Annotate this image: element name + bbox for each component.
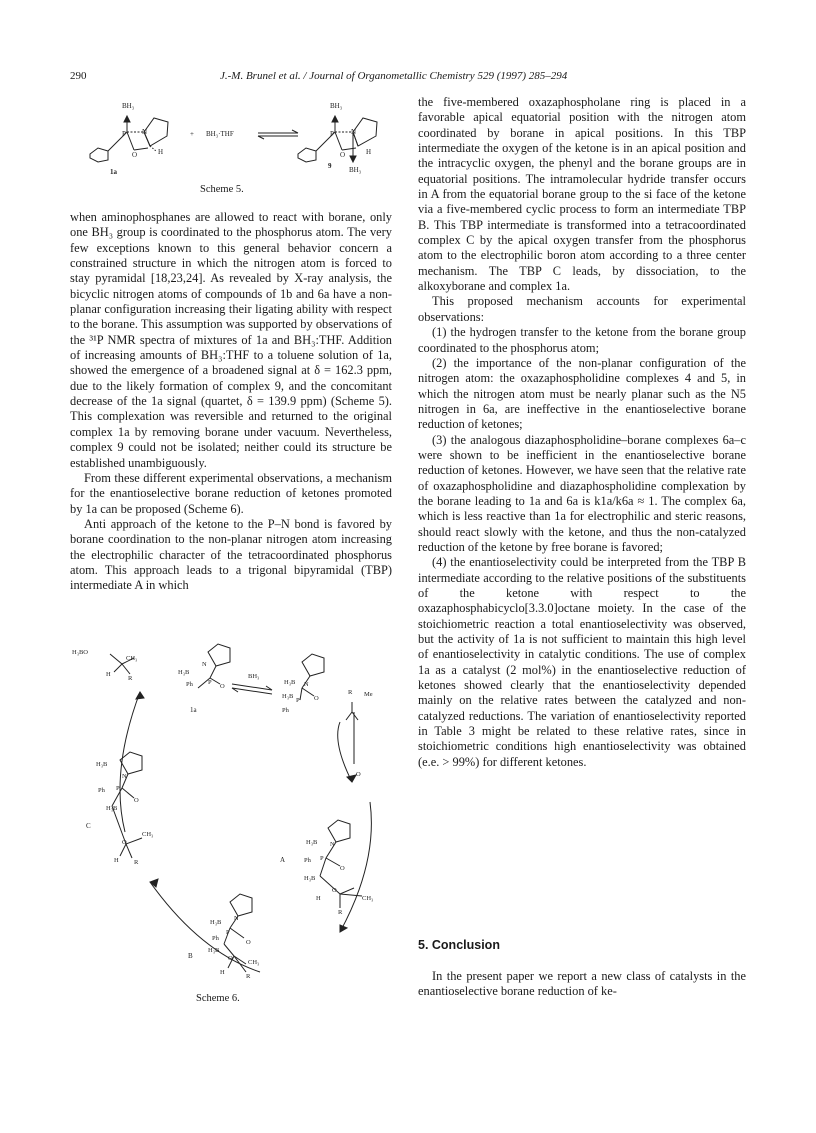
bh3-bottom-label: BH₃ <box>349 166 362 174</box>
right-column <box>418 95 746 770</box>
h3b-label-7: H₃B <box>304 875 316 882</box>
svg-text:O: O <box>340 151 346 159</box>
intermediate-1a-label: 1a <box>190 706 197 714</box>
h3b-label-8: H₃B <box>210 919 222 926</box>
svg-text:N: N <box>351 128 357 136</box>
h3b-label-9: H₃B <box>208 947 220 954</box>
svg-text:H: H <box>114 857 119 864</box>
svg-text:N: N <box>234 915 239 922</box>
svg-text:O: O <box>132 151 138 159</box>
svg-text:O: O <box>356 771 361 778</box>
r-label-2: R <box>128 675 133 682</box>
right-paragraph-2: This proposed mechanism accounts for experimental observations: <box>418 294 746 324</box>
h3b-label-5: H₃B <box>106 805 118 812</box>
conclusion-paragraph: In the present paper we report a new class of catalysts in the enantioselective borane reduction of ke- <box>418 969 746 999</box>
ph-label-1: Ph <box>186 681 193 688</box>
svg-text:O: O <box>134 797 139 804</box>
bh3-label-left: BH₃ <box>122 102 135 110</box>
svg-text:H: H <box>106 671 111 678</box>
intermediate-A-label: A <box>280 856 286 864</box>
ph-label-2: Ph <box>282 707 289 714</box>
ch3-label-1: CH₃ <box>126 655 138 662</box>
svg-text:+: + <box>190 130 194 138</box>
ch3-label-4: CH₃ <box>248 959 260 966</box>
intermediate-B-label: B <box>188 952 193 960</box>
svg-text:P: P <box>226 929 230 936</box>
svg-text:N: N <box>202 661 207 668</box>
svg-text:N: N <box>304 681 309 688</box>
right-paragraph-1: the five-membered oxazaphospholane ring is placed in a favorable apical equatorial position with the nitrogen atom coordinated by borane in apical positions. In this TBP intermediate the oxygen of the ketone is in an apical position and the intracyclic oxygen, the phenyl and the borane groups are in equatorial positions. The intramolecular hydride transfer occurs in A from the equatorial borane group to the si face of the ketone via a five-membered cyclic process to form an intermediate TBP B. This TBP intermediate is transformed into a tetracoordinated complex C by the apical oxygen transfer from the phosphorus atom to the electrophilic boron atom according to a three center mechanism. The TBP C leads, by dissociation, to the alkoxyborane and complex 1a. <box>418 95 746 294</box>
h3b-label-3: H₃B <box>282 693 294 700</box>
bh3-label-scheme6: BH₃ <box>248 673 260 680</box>
reagent-label: BH₃·THF <box>206 130 234 138</box>
svg-text:O: O <box>228 955 233 962</box>
r-label-3: R <box>134 859 139 866</box>
left-paragraph-2: From these different experimental observations, a mechanism for the enantioselective borane reduction of ketones promoted by 1a can be proposed (Scheme 6). <box>70 470 392 516</box>
svg-text:H: H <box>316 895 321 902</box>
h3bo-label: H₃BO <box>72 649 88 656</box>
compound-1a-label: 1a <box>110 168 117 176</box>
r-label-1: R <box>348 689 353 696</box>
svg-text:N: N <box>330 841 335 848</box>
bh3-label-right: BH₃ <box>330 102 343 110</box>
right-paragraph-3: (1) the hydrogen transfer to the ketone from the borane group coordinated to the phosphorus atom; <box>418 325 746 355</box>
svg-text:P: P <box>296 697 300 704</box>
svg-text:O: O <box>122 839 127 846</box>
svg-text:P: P <box>208 679 212 686</box>
svg-text:P: P <box>320 855 324 862</box>
svg-text:P: P <box>122 130 126 138</box>
intermediate-C-label: C <box>86 822 91 830</box>
svg-text:H: H <box>158 148 164 156</box>
svg-text:O: O <box>220 683 225 690</box>
scheme-6-caption: Scheme 6. <box>196 993 240 1004</box>
ph-label-5: Ph <box>212 935 219 942</box>
left-paragraph-3: Anti approach of the ketone to the P–N bond is favored by borane coordination to the non-planar nitrogen atom increasing the electrophilic character of the tetracoordinated phosphorus atom. This approach leads to a trigonal bipyramidal (TBP) intermediate A in which <box>70 516 392 593</box>
conclusion-heading: 5. Conclusion <box>418 938 500 952</box>
left-paragraph-1: when aminophosphanes are allowed to react with borane, only one BH₃ group is coordinated to the phosphorus atom. The very few exceptions known to this general behavior concern a constrained structure in which the nitrogen atom is forced to stay pyramidal [18,23,24]. As revealed by X-ray analysis, the bicyclic nitrogen atoms of compounds of 1b and 6a have a non-planar configuration increasing their ligating ability with respect to the borane. This assumption was supported by observations of the ³¹P NMR spectra of mixtures of 1a and BH₃:THF. Addition of increasing amounts of BH₃:THF to a toluene solution of 1a, showed the emergence of a broadened signal at δ = 162.3 ppm, due to the likely formation of complex 9, and the concomitant decrease of the 1a signal (quartet, δ = 139.9 ppm) (Scheme 5). This complexation was reversible and returned to the original complex 1a by removing borane under vacuum. Nevertheless, complex 9 could not be isolated; neither could its structure be established unambiguously. <box>70 210 392 470</box>
r-label-5: R <box>246 973 251 980</box>
phenyl-ring-right <box>298 148 316 162</box>
svg-text:O: O <box>340 865 345 872</box>
r-label-4: R <box>338 909 343 916</box>
right-paragraph-5: (3) the analogous diazaphospholidine–borane complexes 6a–c were shown to be inefficient in the enantioselective borane reduction of ketones. However, we have seen that the relative rate of oxazaphospholidine and diazaphospholidine complexation by the borane leading to 1a and 6a is k1a/k6a ≈ 1. The complex 6a, which is less reactive than 1a for electrophilic and steric reasons, should react slowly with the ketone, and thus the non-catalyzed reduction of the ketone by free borane is favored; <box>418 432 746 554</box>
ch3-label-3: CH₃ <box>362 895 374 902</box>
right-paragraph-6: (4) the enantioselectivity could be interpreted from the TBP B intermediate according to the relative positions of the substituents of the ketone with respect to the oxazaphosphabicyclo[3.3.0]octane moiety. In the case of the stoichiometric reaction a total enantioselectivity was observed, but the activity of 1a is not sufficient to maintain this high level of enantioselectivity in catalytic conditions. The use of complex 1a as a catalyst (2 mol%) in the enantioselective reduction of ketones showed clearly that the enantioselectivity depended mainly on the relative rates between the catalyzed and non-catalyzed reductions. The variation of enantioselectivity reported in Table 3 might be related to these relative rates, since in stoichiometric conditions high enantioselectivity was obtained (e.e. > 99%) for different ketones. <box>418 555 746 769</box>
ph-label-4: Ph <box>304 857 311 864</box>
scheme-6-figure <box>70 632 400 990</box>
compound-9-label: 9 <box>328 162 332 170</box>
svg-text:H: H <box>366 148 372 156</box>
svg-text:N: N <box>122 773 127 780</box>
svg-text:O: O <box>246 939 251 946</box>
svg-text:P: P <box>330 130 334 138</box>
scheme-5-caption: Scheme 5. <box>200 184 244 195</box>
h3b-label-2: H₃B <box>284 679 296 686</box>
svg-text:O: O <box>314 695 319 702</box>
scheme-5-drawing <box>70 96 400 182</box>
phenyl-ring-left <box>90 148 108 162</box>
svg-text:O: O <box>332 887 337 894</box>
right-paragraph-4: (2) the importance of the non-planar configuration of the nitrogen atom: the oxazaphospholidine complexes 4 and 5, in which the nitrogen atom must be nearly planar such as the N5 nitrogen in 6a, are ineffective in the enantioselective borane reduction of ketones; <box>418 355 746 432</box>
running-head: J.-M. Brunel et al. / Journal of Organometallic Chemistry 529 (1997) 285–294 <box>220 70 568 82</box>
page-number: 290 <box>70 70 87 82</box>
svg-text:N: N <box>142 128 148 136</box>
left-column <box>70 210 392 594</box>
ch3-label-2: CH₃ <box>142 831 154 838</box>
scheme-5-figure <box>70 96 400 182</box>
scheme-6-drawing <box>70 632 400 990</box>
h3b-label-1: H₃B <box>178 669 190 676</box>
svg-text:H: H <box>220 969 225 976</box>
svg-text:P: P <box>116 785 120 792</box>
ph-label-3: Ph <box>98 787 105 794</box>
h3b-label-6: H₃B <box>306 839 318 846</box>
me-label: Me <box>364 691 373 698</box>
h3b-label-4: H₃B <box>96 761 108 768</box>
